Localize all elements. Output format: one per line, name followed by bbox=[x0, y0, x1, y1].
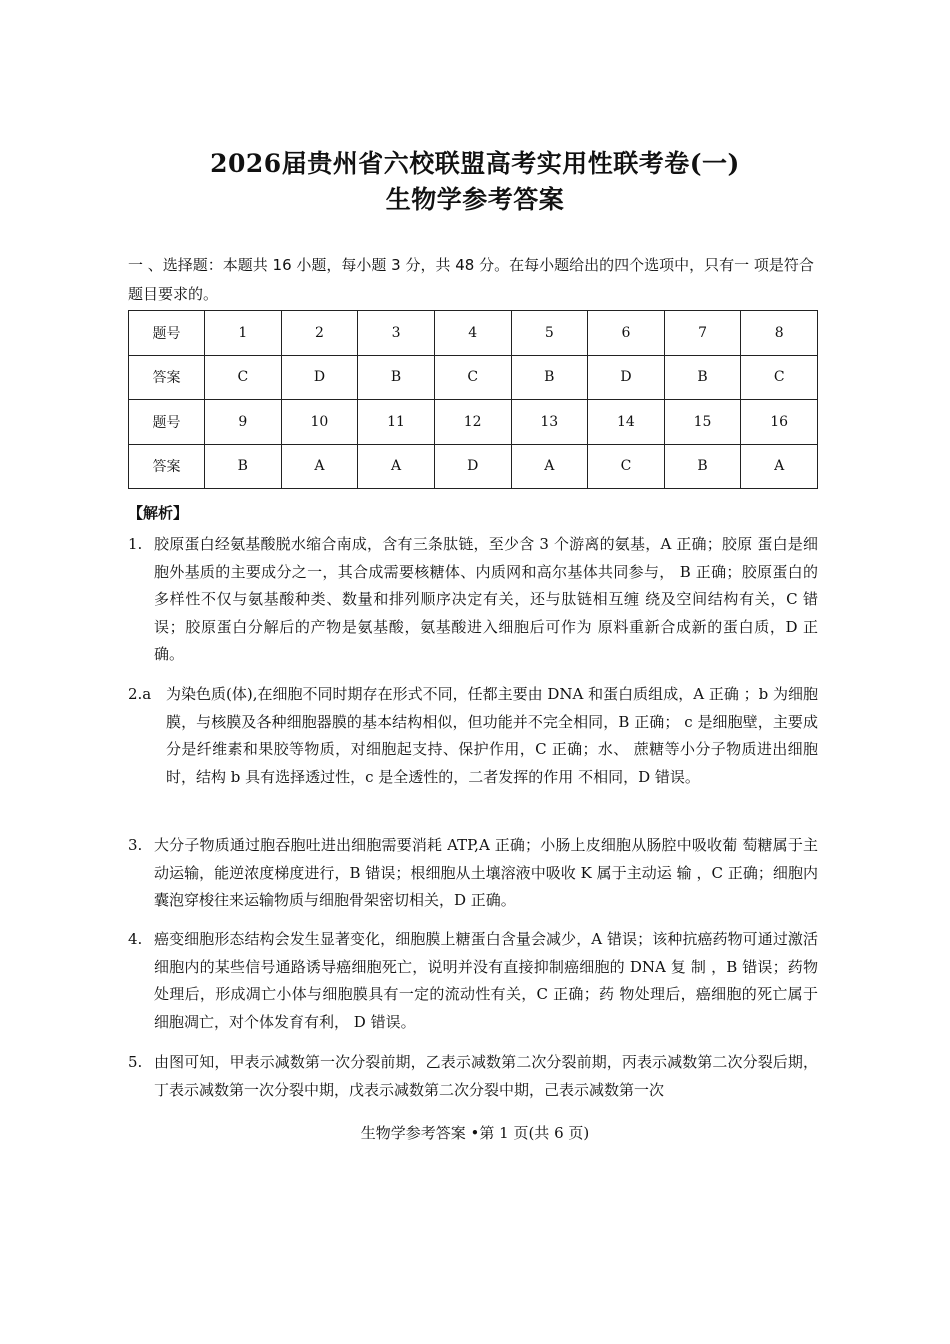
answer-cell: C bbox=[205, 355, 282, 400]
item-text: 胶原蛋白经氨基酸脱水缩合南成，含有三条肽链，至少含 3 个游离的氨基，A 正确；胶原 蛋白是细胞外基质的主要成分之一，其合成需要核糖体、内质网和高尔基体共同参与， B 正确；胶原蛋白的多样性不仅与氨基酸种类、数量和排列顺序决定有关，还与肽链相互缠 绕及空间结构有关，C 错误；胶原蛋白分解后的产物是氨基酸，氨基酸进入细胞后可作为 原料重新合成新的蛋白质，D 正确。 bbox=[154, 535, 818, 663]
question-number: 3 bbox=[358, 311, 435, 356]
answer-cell: B bbox=[511, 355, 588, 400]
answer-cell: B bbox=[664, 355, 741, 400]
question-number: 6 bbox=[588, 311, 665, 356]
answer-cell: C bbox=[588, 444, 665, 489]
table-row bbox=[129, 355, 818, 400]
question-number: 12 bbox=[434, 400, 511, 445]
item-text: 为染色质(体),在细胞不同时期存在形式不同，任都主要由 DNA 和蛋白质组成，A 正确 ；b 为细胞膜，与核膜及各种细胞器膜的基本结构相似，但功能并不完全相同，B 正确； c 是细胞壁，主要成分是纤维素和果胶等物质，对细胞起支持、保护作用，C 正确；水、 蔗糖等小分子物质进出细胞时，结构 b 具有选择透过性，c 是全透性的，二者发挥的作用 不相同，D 错误。 bbox=[166, 685, 818, 786]
analysis-item-5 bbox=[128, 1049, 818, 1104]
item-number: 5. bbox=[128, 1053, 143, 1071]
table-row bbox=[129, 444, 818, 489]
item-text: 大分子物质通过胞吞胞吐进出细胞需要消耗 ATP,A 正确；小肠上皮细胞从肠腔中吸收葡 萄糖属于主动运输，能逆浓度梯度进行，B 错误；根细胞从土壤溶液中吸收 K 属于主动运 输 ，C 正确；细胞内囊泡穿梭往来运输物质与细胞骨架密切相关，D 正确。 bbox=[154, 836, 818, 909]
row-label: 题号 bbox=[129, 400, 205, 445]
item-text: 由图可知，甲表示减数第一次分裂前期，乙表示减数第二次分裂前期，丙表示减数第二次分裂后期，丁表示减数第一次分裂中期，戊表示减数第二次分裂中期，己表示减数第一次 bbox=[154, 1053, 818, 1099]
analysis-item-1 bbox=[128, 531, 818, 669]
answer-cell: A bbox=[358, 444, 435, 489]
page-footer: 生物学参考答案 •第 1 页(共 6 页) bbox=[360, 1124, 590, 1142]
section-instruction: 一 、选择题：本题共 16 小题，每小题 3 分，共 48 分。在每小题给出的四个选项中，只有一 项是符合题目要求的。 bbox=[128, 256, 814, 303]
item-number: 4. bbox=[128, 930, 143, 948]
question-number: 8 bbox=[741, 311, 818, 356]
answer-cell: A bbox=[741, 444, 818, 489]
answer-table bbox=[128, 310, 818, 489]
question-number: 11 bbox=[358, 400, 435, 445]
item-number: 2.a bbox=[128, 685, 152, 703]
analysis-heading: 【解析】 bbox=[128, 504, 189, 522]
analysis-item-2 bbox=[128, 681, 818, 791]
answer-cell: D bbox=[588, 355, 665, 400]
answer-cell: B bbox=[664, 444, 741, 489]
analysis-item-4 bbox=[128, 926, 818, 1036]
question-number: 15 bbox=[664, 400, 741, 445]
answer-cell: C bbox=[741, 355, 818, 400]
item-text: 癌变细胞形态结构会发生显著变化，细胞膜上糖蛋白含量会减少，A 错误；该种抗癌药物可通过激活细胞内的某些信号通路诱导癌细胞死亡，说明并没有直接抑制癌细胞的 DNA 复 制 ，B 错误；药物处理后，形成凋亡小体与细胞膜具有一定的流动性有关，C 正确；药 物处理后，癌细胞的死亡属于细胞凋亡，对个体发育有利， D 错误。 bbox=[154, 930, 818, 1031]
item-number: 3. bbox=[128, 836, 143, 854]
item-number: 1. bbox=[128, 535, 143, 553]
document-title: 2026届贵州省六校联盟高考实用性联考卷(一) bbox=[210, 149, 740, 178]
row-label: 答案 bbox=[129, 355, 205, 400]
answer-cell: B bbox=[358, 355, 435, 400]
row-label: 答案 bbox=[129, 444, 205, 489]
answer-cell: B bbox=[205, 444, 282, 489]
answer-cell: A bbox=[281, 444, 358, 489]
question-number: 7 bbox=[664, 311, 741, 356]
answer-cell: C bbox=[434, 355, 511, 400]
question-number: 4 bbox=[434, 311, 511, 356]
analysis-item-3 bbox=[128, 832, 818, 915]
question-number: 14 bbox=[588, 400, 665, 445]
question-number: 5 bbox=[511, 311, 588, 356]
question-number: 1 bbox=[205, 311, 282, 356]
table-row bbox=[129, 400, 818, 445]
question-number: 2 bbox=[281, 311, 358, 356]
document-subtitle: 生物学参考答案 bbox=[385, 185, 565, 214]
question-number: 16 bbox=[741, 400, 818, 445]
answer-cell: D bbox=[434, 444, 511, 489]
row-label: 题号 bbox=[129, 311, 205, 356]
question-number: 10 bbox=[281, 400, 358, 445]
answer-cell: D bbox=[281, 355, 358, 400]
question-number: 9 bbox=[205, 400, 282, 445]
answer-cell: A bbox=[511, 444, 588, 489]
table-row bbox=[129, 311, 818, 356]
question-number: 13 bbox=[511, 400, 588, 445]
